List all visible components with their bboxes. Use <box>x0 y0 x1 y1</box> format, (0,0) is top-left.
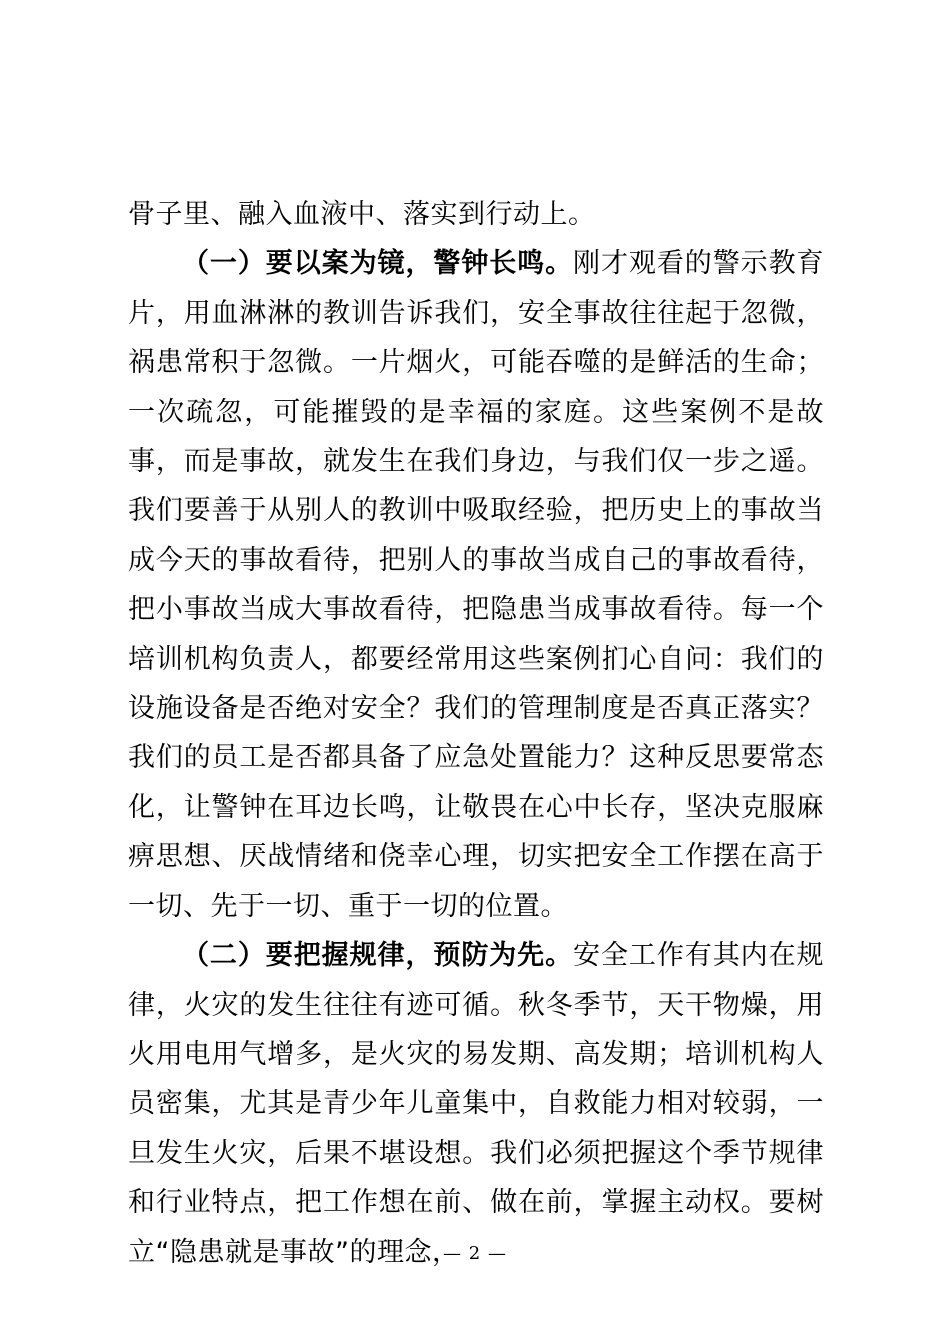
document-body <box>128 190 824 1277</box>
paragraph-section-1 <box>128 239 824 931</box>
paragraph-text: 骨子里、融入血液中、落实到行动上。 <box>128 199 596 230</box>
paragraph-continuation <box>128 190 824 239</box>
paragraph-text: 刚才观看的警示教育片，用血淋淋的教训告诉我们，安全事故往往起于忽微，祸患常积于忽微。一片烟火，可能吞噬的是鲜活的生命；一次疏忽，可能摧毁的是幸福的家庭。这些案例不是故事，而是事故，就发生在我们身边，与我们仅一步之遥。我们要善于从别人的教训中吸取经验，把历史上的事故当成今天的事故看待，把别人的事故当成自己的事故看待，把小事故当成大事故看待，把隐患当成事故看待。每一个培训机构负责人，都要经常用这些案例扪心自问：我们的设施设备是否绝对安全？我们的管理制度是否真正落实？我们的员工是否都具备了应急处置能力？这种反思要常态化，让警钟在耳边长鸣，让敬畏在心中长存，坚决克服麻痹思想、厌战情绪和侥幸心理，切实把安全工作摆在高于一切、先于一切、重于一切的位置。 <box>128 248 825 922</box>
page-number: — 2 — <box>443 1243 507 1264</box>
section-heading: （二）要把握规律，预防为先。 <box>182 940 574 972</box>
paragraph-section-2 <box>128 931 824 1277</box>
section-heading: （一）要以案为镜，警钟长鸣。 <box>182 248 574 280</box>
paragraph-text: 安全工作有其内在规律，火灾的发生往往有迹可循。秋冬季节，天干物燥，用火用电用气增多，是火灾的易发期、高发期；培训机构人员密集，尤其是青少年儿童集中，自救能力相对较弱，一旦发生火灾，后果不堪设想。我们必须把握这个季节规律和行业特点，把工作想在前、做在前，掌握主动权。要树立“隐患就是事故”的理念， <box>128 940 825 1268</box>
